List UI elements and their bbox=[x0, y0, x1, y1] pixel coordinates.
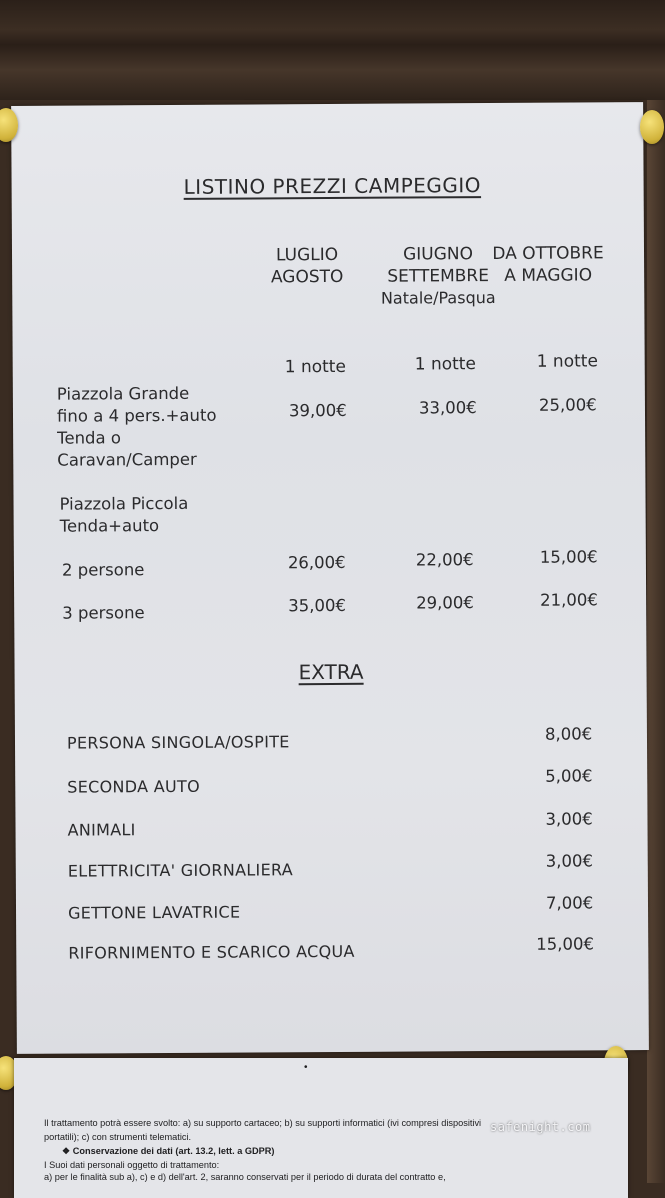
legal-line-2: portatili); c) con strumenti telematici. bbox=[44, 1132, 192, 1142]
extra-price-animali: 3,00€ bbox=[545, 809, 593, 829]
extra-label-gettone: GETTONE LAVATRICE bbox=[67, 902, 241, 923]
nights-label-col2: 1 notte bbox=[414, 354, 476, 375]
extra-label-seconda-auto: SECONDA AUTO bbox=[67, 776, 201, 797]
row-label-2-persone: 2 persone bbox=[61, 560, 145, 580]
extra-price-elettricita: 3,00€ bbox=[545, 851, 594, 871]
pushpin-top-right bbox=[640, 110, 664, 144]
piazzola-grande-label: Piazzola Grande fino a 4 pers.+auto Tenda o Caravan/Camper bbox=[56, 383, 217, 470]
bullet-dot: • bbox=[304, 1062, 308, 1073]
price-list-title: LISTINO PREZZI CAMPEGGIO bbox=[183, 173, 482, 199]
nights-label-col3: 1 notte bbox=[536, 351, 598, 372]
extra-price-persona: 8,00€ bbox=[544, 724, 593, 744]
extra-label-rifornimento: RIFORNIMENTO E SCARICO ACQUA bbox=[68, 941, 355, 963]
wooden-wall-top bbox=[0, 0, 665, 100]
column-header-low-season: DA OTTOBRE A MAGGIO bbox=[492, 243, 604, 286]
price-2-persone-col2: 22,00€ bbox=[415, 550, 474, 570]
price-3-persone-col3: 21,00€ bbox=[540, 590, 598, 610]
extra-price-gettone: 7,00€ bbox=[545, 893, 594, 913]
extra-price-rifornimento: 15,00€ bbox=[536, 934, 595, 954]
price-list-sheet bbox=[11, 102, 649, 1054]
price-2-persone-col1: 26,00€ bbox=[287, 552, 346, 573]
price-3-persone-col1: 35,00€ bbox=[288, 595, 346, 616]
legal-line-4: I Suoi dati personali oggetto di trattamento: bbox=[44, 1160, 220, 1170]
extra-price-seconda-auto: 5,00€ bbox=[545, 766, 593, 786]
price-grande-col2: 33,00€ bbox=[418, 398, 477, 418]
extra-label-elettricita: ELETTRICITA' GIORNALIERA bbox=[67, 860, 294, 881]
wooden-wall-side bbox=[647, 100, 665, 1183]
column-header-mid-season: GIUGNO SETTEMBRE Natale/Pasqua bbox=[380, 244, 496, 308]
price-3-persone-col2: 29,00€ bbox=[416, 593, 474, 613]
row-label-3-persone: 3 persone bbox=[62, 603, 145, 623]
legal-line-5: a) per le finalità sub a), c) e d) dell'art. 2, saranno conservati per il periodo di durata del contratto e, bbox=[44, 1172, 446, 1182]
watermark-text: safenight.com bbox=[490, 1120, 591, 1134]
piazzola-piccola-label: Piazzola Piccola Tenda+auto bbox=[59, 493, 189, 536]
price-2-persone-col3: 15,00€ bbox=[539, 547, 598, 567]
legal-line-1: Il trattamento potrà essere svolto: a) su supporto cartaceo; b) su supporti informatici (ivi compresi dispositivi bbox=[44, 1118, 482, 1128]
extra-label-animali: ANIMALI bbox=[67, 820, 136, 840]
price-grande-col1: 39,00€ bbox=[288, 400, 347, 421]
nights-label-col1: 1 notte bbox=[284, 356, 346, 378]
column-header-summer: LUGLIO AGOSTO bbox=[270, 244, 344, 288]
extra-label-persona: PERSONA SINGOLA/OSPITE bbox=[66, 732, 290, 753]
extra-title: EXTRA bbox=[298, 659, 364, 685]
legal-line-3: ❖ Conservazione dei dati (art. 13.2, lett. a GDPR) bbox=[62, 1146, 275, 1156]
price-grande-col3: 25,00€ bbox=[538, 395, 597, 415]
